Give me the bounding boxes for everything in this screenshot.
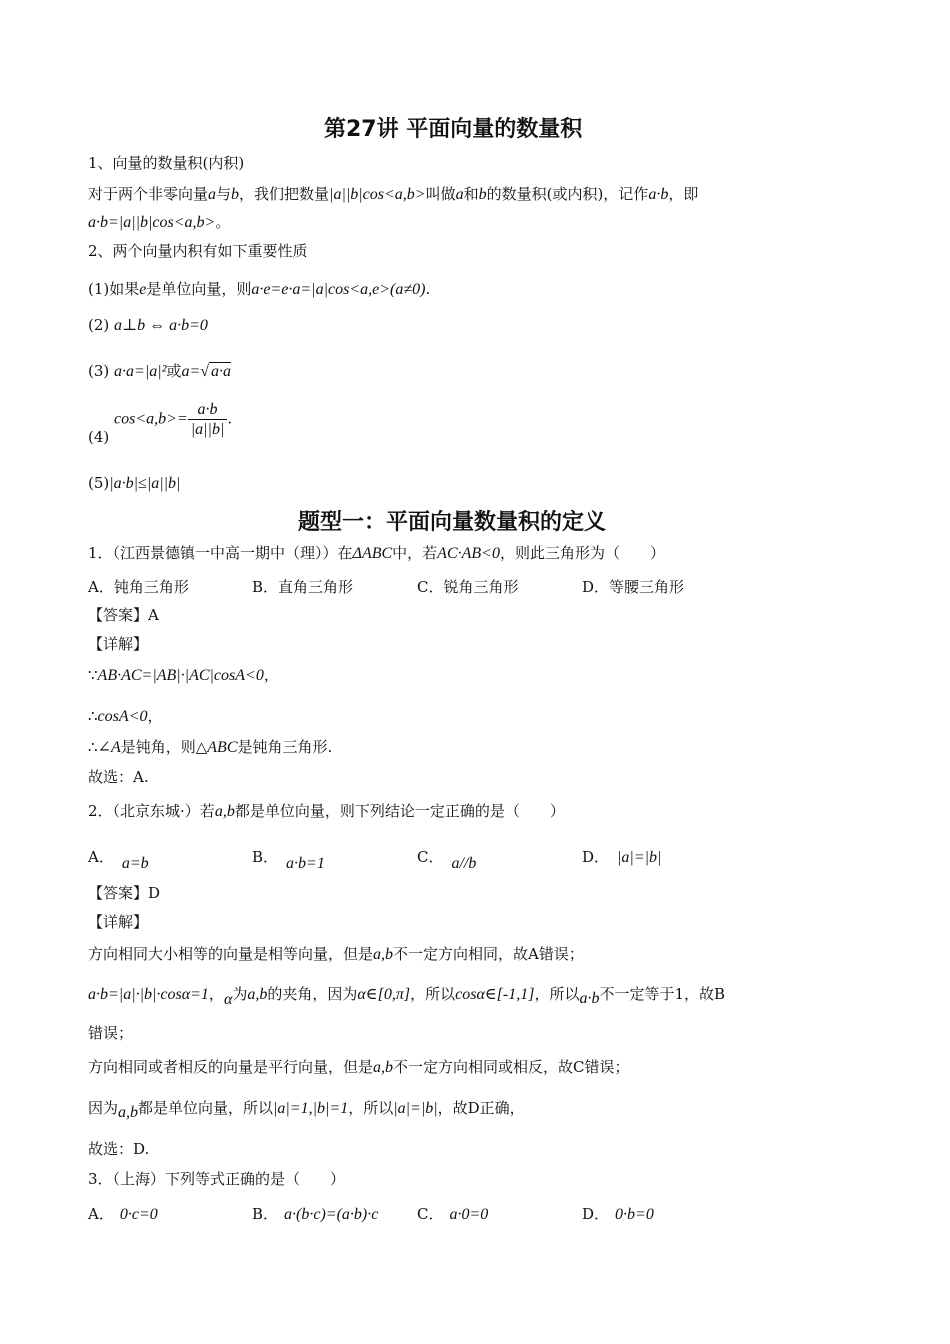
q2-option-c	[417, 846, 477, 872]
option-label: D．	[582, 1205, 610, 1223]
formula: cosα∈[-1,1]	[455, 986, 535, 1003]
text: ，我们把数量	[239, 185, 330, 203]
q1-answer: 【答案】A	[88, 606, 159, 624]
text: 是钝角，则△	[120, 738, 208, 756]
s1-definition-line2	[88, 213, 230, 232]
formula: a,b	[247, 986, 268, 1003]
vector-a: a	[455, 186, 464, 203]
formula: a//b	[451, 855, 477, 872]
text: 方向相同或者相反的向量是平行向量，但是	[88, 1058, 374, 1076]
formula: a·b	[579, 990, 600, 1007]
q3-option-c	[417, 1203, 488, 1224]
formula: 0·b=0	[615, 1206, 654, 1223]
q1-detail-line1	[88, 666, 279, 685]
text: ，所以	[348, 1099, 394, 1117]
q1-choose: 故选：A.	[88, 768, 149, 786]
formula: a·0=0	[449, 1206, 489, 1223]
q1-detail-line2	[88, 707, 162, 726]
denominator: |a||b|	[190, 421, 225, 439]
label: (4)	[88, 427, 110, 446]
text: 是单位向量，则	[146, 280, 252, 298]
text: 不一定等于1，故B	[599, 985, 726, 1003]
formula: a·e=e·a=|a|cos<a,e>	[251, 281, 390, 298]
text: 为	[232, 985, 248, 1003]
s1-heading: 1、向量的数量积(内积)	[88, 154, 245, 172]
label: (2)	[88, 316, 110, 334]
section-heading: 题型一：平面向量数量积的定义	[298, 510, 607, 535]
q2-detail-line1	[88, 945, 584, 964]
q1-detail-label: 【详解】	[88, 635, 149, 653]
numerator: a·b	[188, 400, 228, 420]
formula: AC·AB<0	[437, 545, 500, 562]
q1-option-c: C．锐角三角形	[417, 578, 519, 596]
text: 是钝角三角形.	[237, 738, 333, 756]
formula: a,b	[373, 1059, 394, 1076]
text: 中，若	[392, 544, 438, 562]
option-label: B．	[252, 1205, 279, 1223]
therefore-icon: ∴	[88, 738, 98, 756]
option-label: A．	[88, 1205, 114, 1223]
text: ，所以	[534, 985, 580, 1003]
formula: a·b=|a|·|b|·cosα=1	[88, 986, 209, 1003]
q3-option-a	[88, 1203, 158, 1224]
formula: a⊥b ⇔ a·b=0	[114, 317, 208, 334]
option-label: A．	[88, 848, 114, 866]
text: 2．（北京东城·）若	[88, 802, 215, 820]
q2-detail-line4	[88, 1099, 525, 1121]
text: 。	[215, 213, 231, 231]
option-label: C．	[417, 1205, 444, 1223]
formula: ΔABC	[352, 545, 393, 562]
condition: (a≠0)	[390, 281, 426, 298]
formula: α∈[0,π]	[357, 986, 411, 1003]
text: ，	[208, 985, 224, 1003]
option-label: C．	[417, 848, 444, 866]
q2-answer: 【答案】D	[88, 884, 161, 902]
formula: a,b	[214, 803, 235, 820]
text: ，即	[668, 185, 699, 203]
q2-detail-line2	[88, 985, 726, 1008]
property-3	[88, 362, 231, 381]
formula: a·b	[648, 186, 669, 203]
formula: |a·b|≤|a||b|	[109, 475, 181, 492]
q1-stem	[88, 544, 665, 563]
text: 1．（江西景德镇一中高一期中（理））在	[88, 544, 353, 562]
formula: a,b	[373, 946, 394, 963]
q2-stem	[88, 802, 565, 821]
formula: |a|=1,|b|=1	[273, 1100, 349, 1117]
option-label: B．	[252, 848, 279, 866]
vector-b: b	[478, 186, 487, 203]
q1-detail-line3	[88, 738, 332, 757]
q2-detail-line3	[88, 1058, 630, 1077]
formula: α	[223, 991, 233, 1008]
q2-choose: 故选：D.	[88, 1140, 150, 1158]
q1-option-b: B．直角三角形	[252, 578, 354, 596]
label: (3)	[88, 362, 110, 380]
q2-option-a	[88, 846, 149, 872]
text: 的数量积(或内积)，记作	[486, 185, 649, 203]
formula: ABC	[207, 739, 238, 756]
vector-b: b	[231, 186, 240, 203]
text: 和	[463, 185, 479, 203]
s1-definition-line1	[88, 185, 698, 204]
q3-option-b	[252, 1203, 378, 1224]
q2-option-d	[582, 846, 661, 867]
text: .	[227, 409, 233, 428]
sqrt-icon: √	[200, 363, 210, 380]
formula: a=b	[121, 855, 149, 872]
option-label: D．	[582, 848, 610, 866]
formula: a=	[181, 363, 201, 380]
s2-heading: 2、两个向量内积有如下重要性质	[88, 242, 308, 260]
q1-option-a: A．钝角三角形	[88, 578, 189, 596]
q3-option-d	[582, 1203, 654, 1224]
text: 不一定方向相同或相反，故C错误；	[393, 1058, 630, 1076]
formula: a·b=1	[286, 855, 325, 872]
property-5	[88, 474, 180, 493]
q2-detail-label: 【详解】	[88, 913, 149, 931]
q2-option-b	[252, 846, 325, 872]
formula: |a|=|b|	[393, 1100, 438, 1117]
fraction	[188, 400, 228, 439]
formula: ∠A	[97, 739, 121, 756]
text: 方向相同大小相等的向量是相等向量，但是	[88, 945, 374, 963]
text: ，	[263, 666, 279, 684]
page-title: 第27讲 平面向量的数量积	[324, 117, 583, 142]
text: 因为	[88, 1099, 119, 1117]
text: 或	[166, 362, 182, 380]
q1-option-d: D．等腰三角形	[582, 578, 685, 596]
property-4	[88, 400, 233, 446]
text: 叫做	[425, 185, 456, 203]
formula: a·b=|a||b|cos<a,b>	[88, 214, 216, 231]
text: 与	[216, 185, 232, 203]
formula: |a||b|cos<a,b>	[329, 186, 426, 203]
formula: cos<a,b>=	[114, 410, 188, 428]
text: 的夹角，因为	[267, 985, 358, 1003]
text: 都是单位向量，则下列结论一定正确的是（ ）	[234, 802, 565, 820]
formula: a·a=|a|²	[114, 363, 167, 380]
formula: AB·AC=|AB|·|AC|cosA<0	[97, 667, 264, 684]
formula: |a|=|b|	[617, 849, 662, 866]
text: ，	[147, 707, 163, 725]
text: ，故D正确，	[437, 1099, 525, 1117]
therefore-icon: ∴	[88, 707, 98, 725]
formula: cosA<0	[97, 708, 148, 725]
text: 都是单位向量，所以	[138, 1099, 274, 1117]
formula: a·(b·c)=(a·b)·c	[284, 1206, 379, 1223]
vector-a: a	[208, 186, 217, 203]
text: 对于两个非零向量	[88, 185, 209, 203]
vector-e: e	[139, 281, 147, 298]
property-1	[88, 280, 430, 299]
q2-detail-line2-wrap: 错误；	[88, 1024, 134, 1042]
q3-stem: 3．（上海）下列等式正确的是（ ）	[88, 1170, 346, 1188]
text: (1)如果	[88, 280, 140, 298]
formula: a,b	[118, 1104, 139, 1121]
label: (5)	[88, 474, 110, 492]
text: .	[425, 280, 431, 298]
sqrt-content: a·a	[211, 363, 232, 380]
formula: 0·c=0	[119, 1206, 158, 1223]
property-2	[88, 316, 208, 335]
text: ，则此三角形为（ ）	[499, 544, 665, 562]
text: 不一定方向相同，故A错误；	[393, 945, 584, 963]
text: ，所以	[410, 985, 456, 1003]
because-icon: ∵	[88, 666, 98, 684]
